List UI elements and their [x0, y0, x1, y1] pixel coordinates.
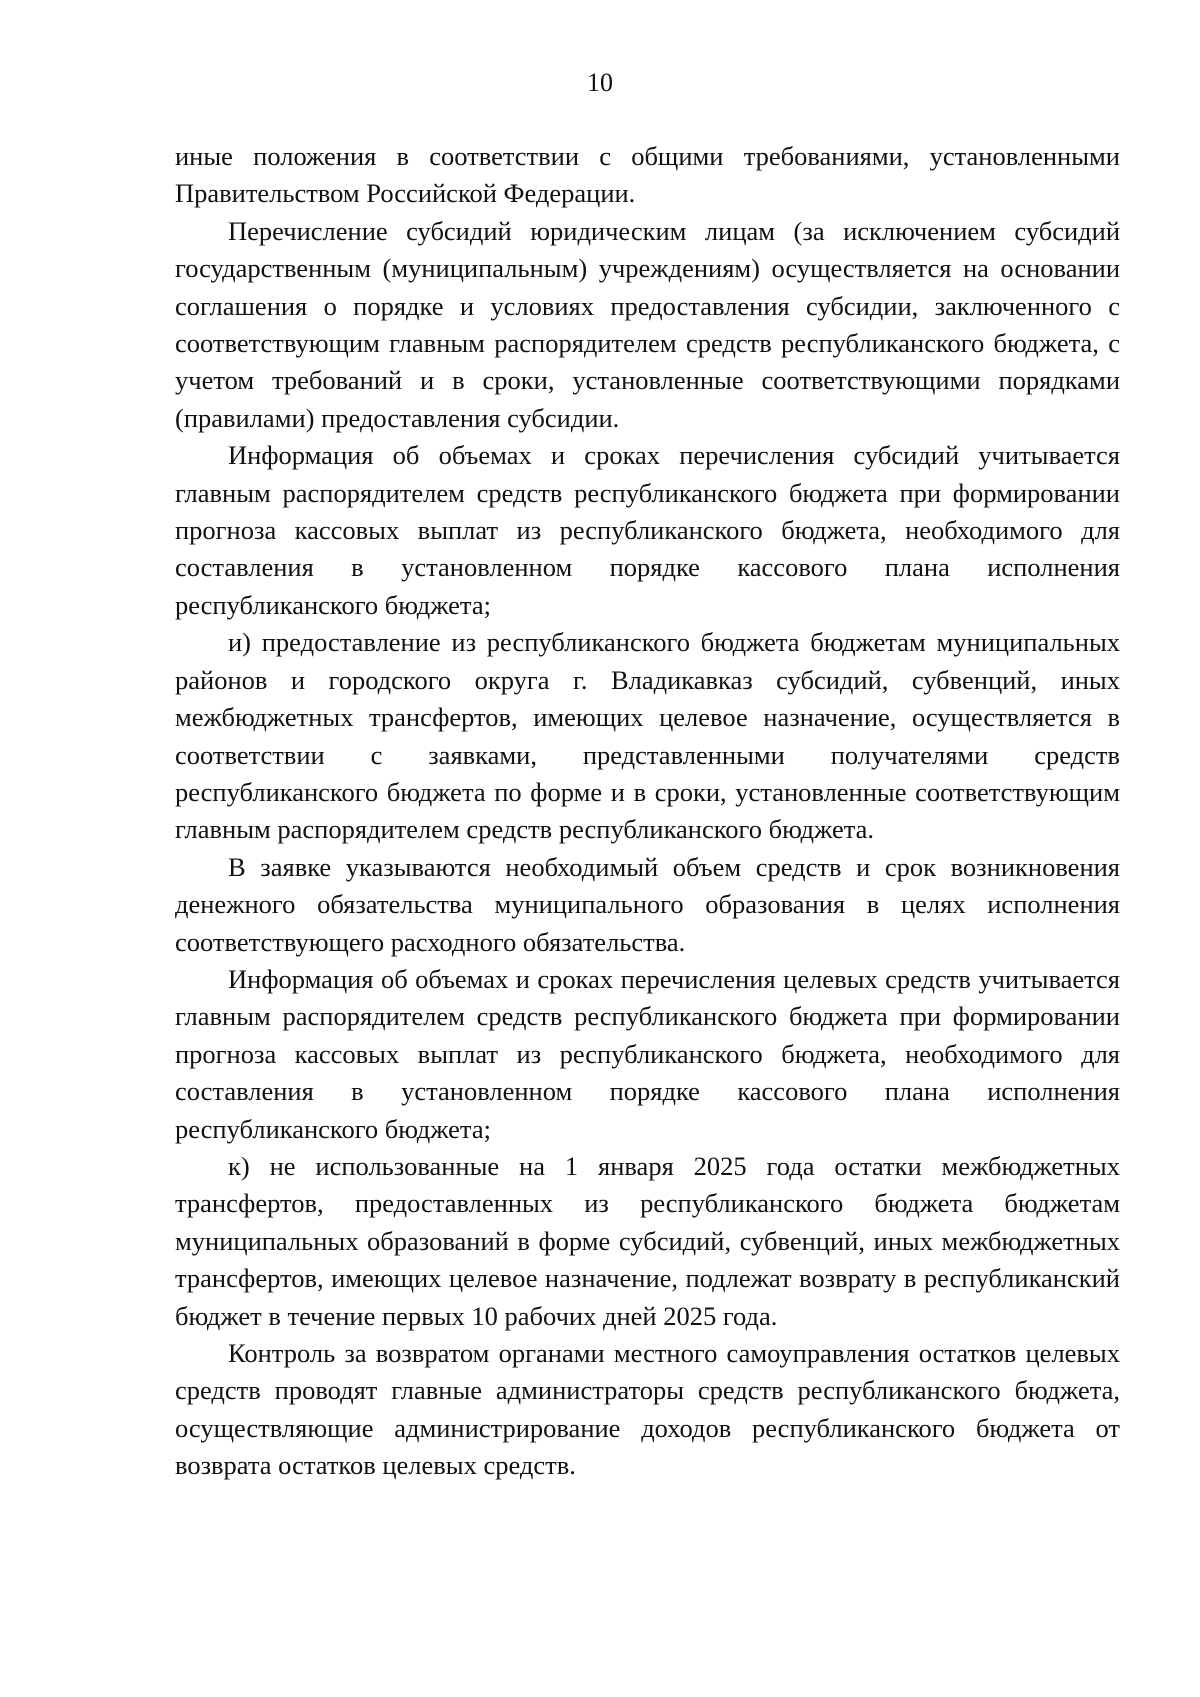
paragraph-application: В заявке указываются необходимый объем средств и срок возникновения денежного обязательства муниципального образования в целях исполнения соответствующего расходного обязательства. [175, 851, 1120, 957]
document-body [175, 138, 1120, 1485]
page-number: 10 [587, 68, 613, 97]
paragraph-return-control: Контроль за возвратом органами местного самоуправления остатков целевых средств проводят главные администраторы средств республиканского бюджета, осуществляющие администрирование доходов республиканского бюджета от возврата остатков целевых средств. [175, 1338, 1120, 1481]
paragraph-subsidy-transfer: Перечисление субсидий юридическим лицам (за исключением субсидий государственным (муниципальным) учреждениям) осуществляется на основании соглашения о порядке и условиях предоставления субсидии, заключенного с соответствующим главным распорядителем средств республиканского бюджета, с учетом требований и в сроки, установленные соответствующими порядками (правилами) предоставления субсидии. [175, 215, 1120, 433]
paragraph-targeted-funds-information: Информация об объемах и сроках перечисления целевых средств учитывается главным распорядителем средств республиканского бюджета при формировании прогноза кассовых выплат из республиканского бюджета, необходимого для составления в установленном порядке кассового плана исполнения республиканского бюджета; [175, 963, 1120, 1144]
paragraph-item-i: и) предоставление из республиканского бюджета бюджетам муниципальных районов и городского округа г. Владикавказ субсидий, субвенций, иных межбюджетных трансфертов, имеющих целевое назначение, осуществляется в соответствии с заявками, представленными получателями средств республиканского бюджета по форме и в сроки, установленные соответствующим главным распорядителем средств республиканского бюджета. [175, 627, 1120, 845]
paragraph-continuation: иные положения в соответствии с общими требованиями, установленными Правительством Российской Федерации. [175, 141, 1120, 209]
paragraph-item-k: к) не использованные на 1 января 2025 года остатки межбюджетных трансфертов, предоставленных из республиканского бюджета бюджетам муниципальных образований в форме субсидий, субвенций, иных межбюджетных трансфертов, имеющих целевое назначение, подлежат возврату в республиканский бюджет в течение первых 10 рабочих дней 2025 года. [175, 1150, 1120, 1331]
paragraph-subsidy-information: Информация об объемах и сроках перечисления субсидий учитывается главным распорядителем средств республиканского бюджета при формировании прогноза кассовых выплат из республиканского бюджета, необходимого для составления в установленном порядке кассового плана исполнения республиканского бюджета; [175, 440, 1120, 620]
